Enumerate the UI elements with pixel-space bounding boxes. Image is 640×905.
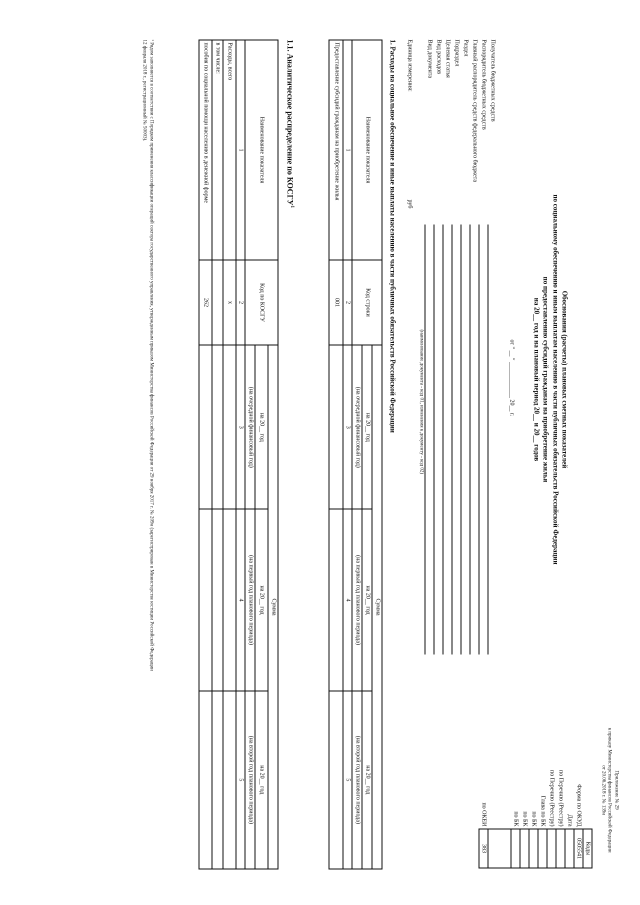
footnote-line-1: ¹ Рядом заполняется в соответствии с Порядком применения классификации операций сектора государственного управления, утвержденным приказом Министерства финансов Российской Федерации от 29 ноября 2017 г. № 209н (зарегистрирован в Министерстве юстиции Российской Федерации [148, 39, 154, 671]
document-title [531, 130, 569, 630]
footnote [141, 40, 155, 870]
section11-heading-text: 1.1. Аналитическое распределение по КОСГУ [285, 39, 295, 206]
column-number: 4 [236, 509, 245, 690]
field-document-type: Вид документа [426, 39, 433, 79]
column-number: 5 [236, 691, 245, 869]
row-value [223, 509, 236, 690]
header-cell: на 20__ год [255, 691, 268, 869]
header-cell: Код строки [352, 260, 382, 345]
codes-label: по БК [521, 811, 528, 827]
column-number: 5 [343, 691, 352, 869]
row-name: Предоставление субсидий гражданам на приобретение жилья [329, 40, 343, 260]
row-code: x [223, 260, 236, 345]
codes-value: 383 [479, 829, 488, 868]
fill-line [479, 225, 480, 655]
appendix-line-1: Приложение № 29 [613, 770, 619, 810]
column-number: 2 [236, 260, 245, 345]
header-cell: Сумма [268, 345, 278, 869]
table-row [212, 40, 223, 869]
field-recipient: Получатель бюджетных средств [489, 39, 496, 122]
header-cell: Код по КОСГУ [245, 260, 278, 345]
row-code [212, 260, 223, 345]
appendix-block [599, 728, 619, 853]
fill-line [488, 225, 489, 655]
section1-table [329, 40, 383, 870]
document-note: (наименование документа - код 01, изменения к документу - код 02) [418, 329, 424, 475]
row-value [199, 509, 212, 690]
codes-value: 0505541 [574, 829, 583, 868]
codes-value [520, 829, 529, 868]
header-cell: (на второй год планового периода) [245, 691, 255, 869]
header-cell: Наименование показателя [352, 40, 382, 260]
header-cell: (на первый год планового периода) [352, 509, 362, 690]
row-name: в том числе: [212, 40, 223, 260]
codes-label: по БК [512, 811, 519, 827]
footnote-ref: 1 [289, 205, 295, 209]
date-line: от " __ " ____________ 20__ г. [508, 339, 515, 417]
codes-value [488, 829, 511, 868]
fill-line [425, 225, 426, 655]
header-cell: на 20__ год [362, 345, 372, 509]
table-row [223, 40, 236, 869]
header-cell: на 20__ год [362, 691, 372, 869]
codes-label: по БК [530, 811, 537, 827]
row-value [199, 691, 212, 869]
fill-line [452, 225, 453, 655]
column-number: 2 [343, 260, 352, 345]
row-value [329, 509, 343, 690]
fill-line [461, 225, 462, 655]
row-value [212, 509, 223, 690]
codes-table [479, 719, 593, 869]
codes-value [538, 829, 547, 868]
header-cell: на 20__ год [255, 345, 268, 509]
header-cell: на 20__ год [362, 509, 372, 690]
codes-label: по Перечню (Реестру) [548, 770, 555, 827]
codes-label: Дата [566, 814, 573, 827]
codes-label: Глава по БК [539, 795, 546, 827]
table-row [199, 40, 212, 869]
appendix-line-2: к приказу Министерства финансов Российской Федерации [607, 727, 612, 853]
section11-table [199, 40, 279, 870]
header-cell: (на очередной финансовый год) [245, 345, 255, 509]
fill-line [443, 225, 444, 655]
column-number: 3 [236, 345, 245, 509]
header-cell: (на первый год планового периода) [245, 509, 255, 690]
row-value [329, 345, 343, 509]
row-value [223, 691, 236, 869]
codes-label: Форма по ОКУД [575, 784, 582, 827]
codes-header: Коды [583, 829, 592, 868]
unit-label: Единица измерения: [406, 39, 413, 92]
row-name: пособия по социальной помощи населению в денежной форме [199, 40, 212, 260]
field-expense-type: Вид расходов [435, 39, 442, 74]
codes-label: по Перечню (Реестру) [557, 770, 564, 827]
codes-value [565, 829, 574, 868]
field-main-distributor: Главный распорядитель средств федерального бюджета [471, 39, 478, 182]
codes-value [529, 829, 538, 868]
row-code: 001 [329, 260, 343, 345]
section11-heading [286, 40, 295, 209]
title-line-3: по предоставлению субсидий гражданам на приобретение жилья [541, 276, 550, 483]
codes-value [511, 829, 520, 868]
fields-block [425, 40, 497, 182]
field-target-article: Целевая статья [444, 39, 451, 78]
title-line-1: Обоснования (расчеты) плановых сметных показателей [560, 290, 569, 469]
column-number: 3 [343, 345, 352, 509]
unit-value: руб [406, 199, 413, 209]
fill-line [434, 225, 435, 655]
column-number: 4 [343, 509, 352, 690]
field-distributor: Распорядитель бюджетных средств [480, 39, 487, 130]
title-line-4: на 20__ год и на плановый период 20__ и 20__ годов [532, 297, 541, 462]
header-cell: (на второй год планового периода) [352, 691, 362, 869]
title-line-2: по социальному обеспечению и иным выплатам населению в части публичных обязательств Российской Федерации [551, 194, 560, 565]
field-section: Раздел [462, 39, 469, 57]
footnote-line-2: 12 февраля 2018 г., регистрационный № 50003). [141, 39, 147, 142]
fill-line [470, 225, 471, 655]
column-number: 1 [236, 40, 245, 260]
codes-label [488, 719, 511, 830]
appendix-line-3: от 20.06.2018 г. № 139н [600, 765, 606, 815]
row-value [223, 345, 236, 509]
column-number: 1 [343, 40, 352, 260]
row-code: 262 [199, 260, 212, 345]
header-cell: на 20__ год [255, 509, 268, 690]
codes-value [547, 829, 556, 868]
table-row [329, 40, 343, 869]
header-cell: (на очередной финансовый год) [352, 345, 362, 509]
row-value [212, 691, 223, 869]
codes-value [556, 829, 565, 868]
row-value [329, 691, 343, 869]
field-subsection: Подраздел [453, 39, 460, 67]
header-cell: Сумма [372, 345, 382, 869]
section1-heading: 1. Расходы на социальное обеспечение и иные выплаты населению в части публичных обязательств Российской Федерации [388, 39, 397, 433]
row-name: Расходы, всего [223, 40, 236, 260]
header-cell: Наименование показателя [245, 40, 278, 260]
codes-label: по ОКЕИ [480, 802, 487, 827]
row-value [199, 345, 212, 509]
row-value [212, 345, 223, 509]
document-page [1, 0, 640, 905]
